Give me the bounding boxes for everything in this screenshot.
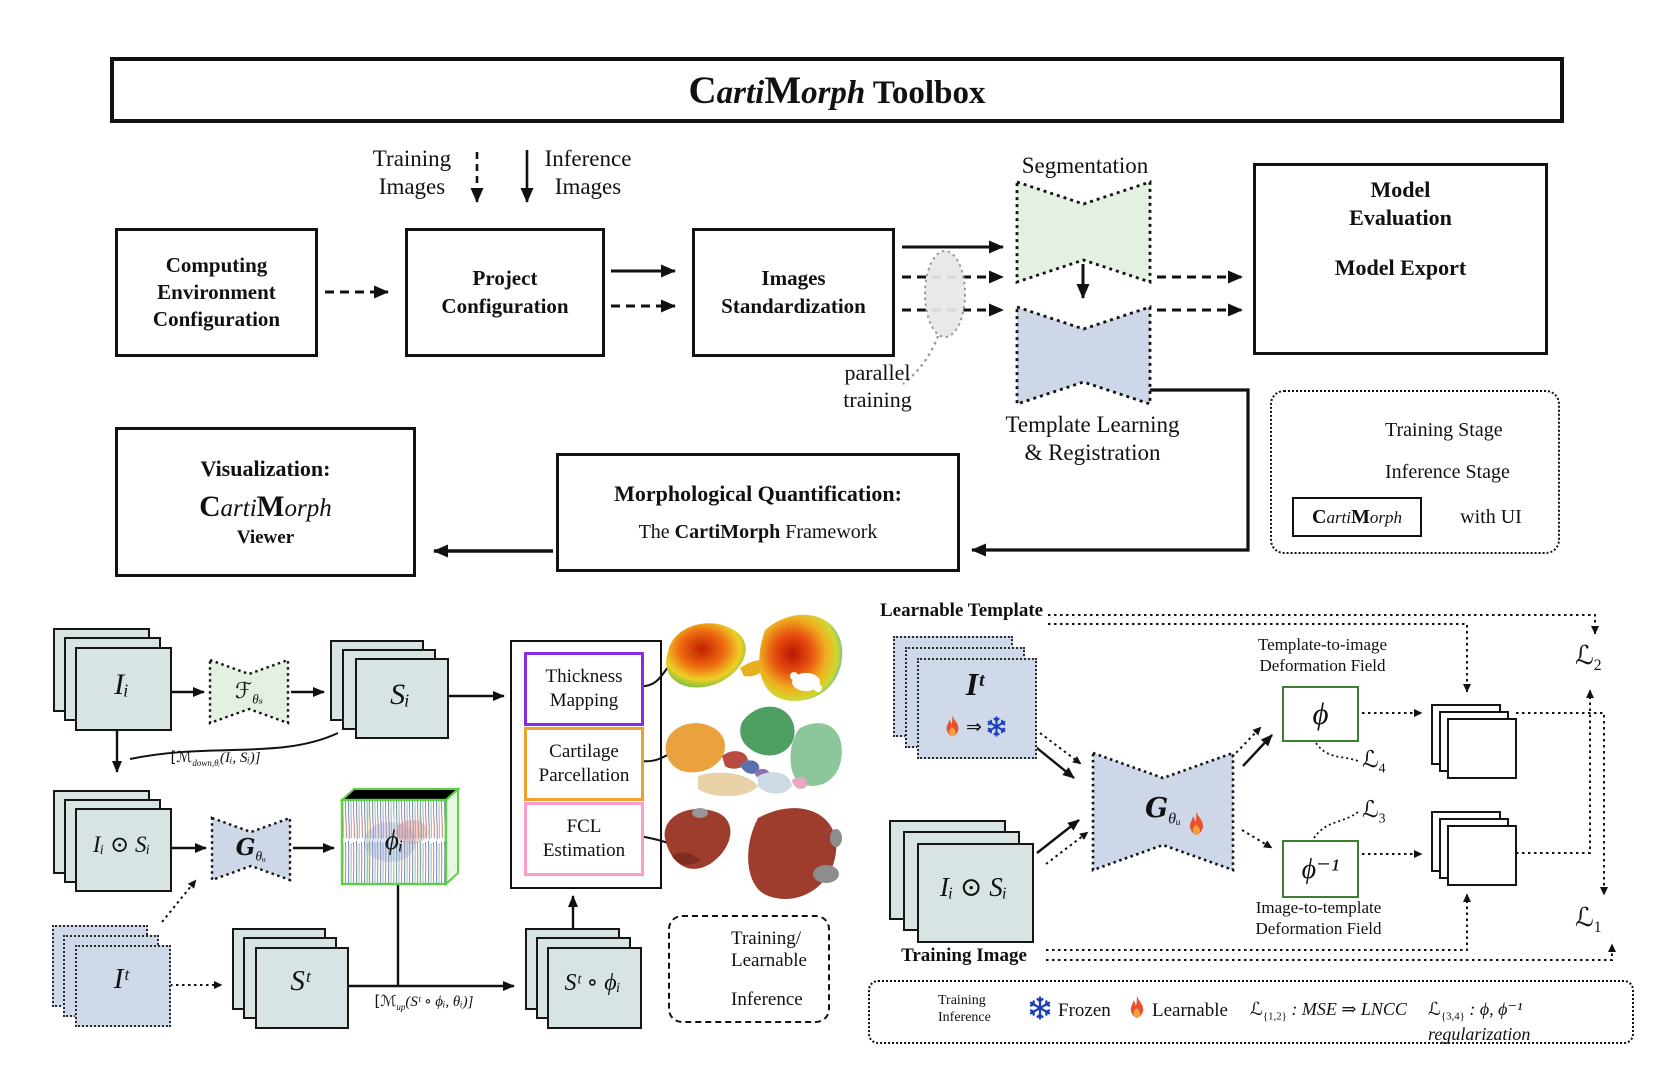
learnable-template-label: Learnable Template — [880, 600, 1044, 621]
thickness-map-render — [666, 615, 842, 701]
cartilage-parcellation-box: Cartilage Parcellation — [524, 727, 644, 801]
inference-images-label: Inference Images — [544, 146, 632, 200]
legend-frozen-label: Frozen — [1058, 1000, 1111, 1021]
training-images-label: Training Images — [372, 146, 452, 200]
t2i-field-label: Template-to-image Deformation Field — [1257, 635, 1388, 675]
phii-label: ϕᵢ — [384, 825, 404, 855]
with-ui-label: with UI — [1460, 506, 1522, 528]
gnet-flame-icon — [1186, 810, 1207, 838]
visualization-box: Visualization: CartiMorph Viewer — [115, 427, 416, 577]
cartimorph-toolbox-diagram: CartiMorph Toolbox Training Images Inference Images Computing Environment Configuration Project Configuration Images Standardization Segmentation parallel training Template Learning & Registration Model Evaluation Model Export Visualization: CartiMorph Viewer Morphological Quantification: The CartiMorph Framework Training Stage Inference Stage CartiMorph with UI Iᵢ ℱ$_{\theta_s}$ Sᵢ [ℳ$_{down,\theta ᵢ}$(Iᵢ, Sᵢ)] Iᵢ ⊙ Sᵢ $G_{\theta ᵤ}$ ϕᵢ Iᵗ Sᵗ [ℳ$_{up}$(Sᵗ ∘ ϕᵢ, θᵢ)] Sᵗ ∘ ϕᵢ Thickness Mapping Cartilage Parcellation FCL Estimation Training/ Learnable Inference Learnable Template Iᵗ ⇒ Iᵢ ⊙ Sᵢ Training Image $G_{\theta ᵤ}$ Template-to-image Deformation Field ϕ ϕ⁻¹ Image-to-template Deformation Field ℒ$_4$ ℒ$_3$ ℒ$_2$ ℒ$_1$ Training Inference Frozen Learnable ℒ$_{\{1,2\}}$ : MSE ⇒ LNCC ℒ$_{\{3,4\}}$ : ϕ, ϕ⁻¹ regularization — [0, 0, 1665, 1080]
legend-flame-icon — [1127, 994, 1147, 1021]
training-stage-label: Training Stage — [1385, 419, 1503, 441]
legend-snowflake-icon — [1028, 996, 1052, 1020]
project-configuration-box: Project Configuration — [405, 228, 605, 357]
viewer-brand: CartiMorph — [199, 490, 332, 523]
registration-unet-shape — [1017, 307, 1150, 404]
legend-inference-small: Inference — [938, 1010, 991, 1025]
legend-l34-formula: ℒ$_{\{3,4\}}$ : ϕ, ϕ⁻¹ regularization — [1428, 999, 1531, 1044]
loss-l3-label: ℒ$_3$ — [1362, 797, 1386, 826]
thickness-mapping-box: Thickness Mapping — [524, 652, 644, 726]
phi-inv-box: ϕ⁻¹ — [1282, 840, 1359, 898]
cartimorph-ui-chip: CartiMorph — [1292, 497, 1422, 537]
page-title: CartiMorph Toolbox — [688, 68, 986, 112]
gnet-left-label: $G_{\theta ᵤ}$ — [235, 834, 267, 864]
parallel-training-label: parallel training — [843, 360, 912, 412]
learnable-flame-icon — [943, 714, 962, 739]
frozen-snowflake-icon — [986, 716, 1007, 737]
gnet-right-label: $G_{\theta ᵤ}$ — [1145, 793, 1181, 828]
legend-learnable-label: Learnable — [1152, 1000, 1228, 1021]
implies-arrow: ⇒ — [966, 715, 982, 738]
legend-training-small: Training — [938, 993, 986, 1008]
training-image-label: Training Image — [901, 945, 1027, 966]
title-bar — [110, 57, 1564, 123]
legend-inference: Inference — [731, 989, 803, 1010]
fcl-estimation-box: FCL Estimation — [524, 802, 644, 876]
segmentation-label: Segmentation — [1021, 153, 1149, 178]
inference-stage-label: Inference Stage — [1385, 461, 1510, 483]
fcl-render — [665, 808, 842, 899]
loss-l1-label: ℒ$_1$ — [1575, 903, 1602, 937]
fnet-label: ℱ$_{\theta_s}$ — [234, 679, 264, 707]
model-evaluation-export-box: Model Evaluation Model Export — [1253, 163, 1548, 355]
images-standardization-box: Images Standardization — [692, 228, 895, 357]
loss-l4-label: ℒ$_4$ — [1362, 747, 1386, 776]
loss-l2-label: ℒ$_2$ — [1575, 641, 1602, 675]
parcellation-render — [666, 707, 842, 796]
mup-label: [ℳ$_{up}$(Sᵗ ∘ ϕᵢ, θᵢ)] — [374, 992, 474, 1012]
template-learning-label: Template Learning & Registration — [1005, 412, 1180, 466]
computing-environment-box: Computing Environment Configuration — [115, 228, 318, 357]
legend-training-learnable: Training/ Learnable — [731, 928, 807, 971]
i2t-field-label: Image-to-template Deformation Field — [1255, 898, 1382, 938]
legend-l12-formula: ℒ$_{\{1,2\}}$ : MSE ⇒ LNCC — [1250, 999, 1407, 1023]
parallel-training-ellipse — [925, 251, 965, 337]
mdown-label: [ℳ$_{down,\theta ᵢ}$(Iᵢ, Sᵢ)] — [170, 748, 261, 768]
morphological-quantification-box: Morphological Quantification: The CartiMorph Framework — [556, 453, 960, 572]
phi-box: ϕ — [1282, 686, 1359, 742]
model-export-label: Model Export — [1334, 255, 1467, 280]
brand-logo: CartiMorph — [688, 68, 866, 112]
